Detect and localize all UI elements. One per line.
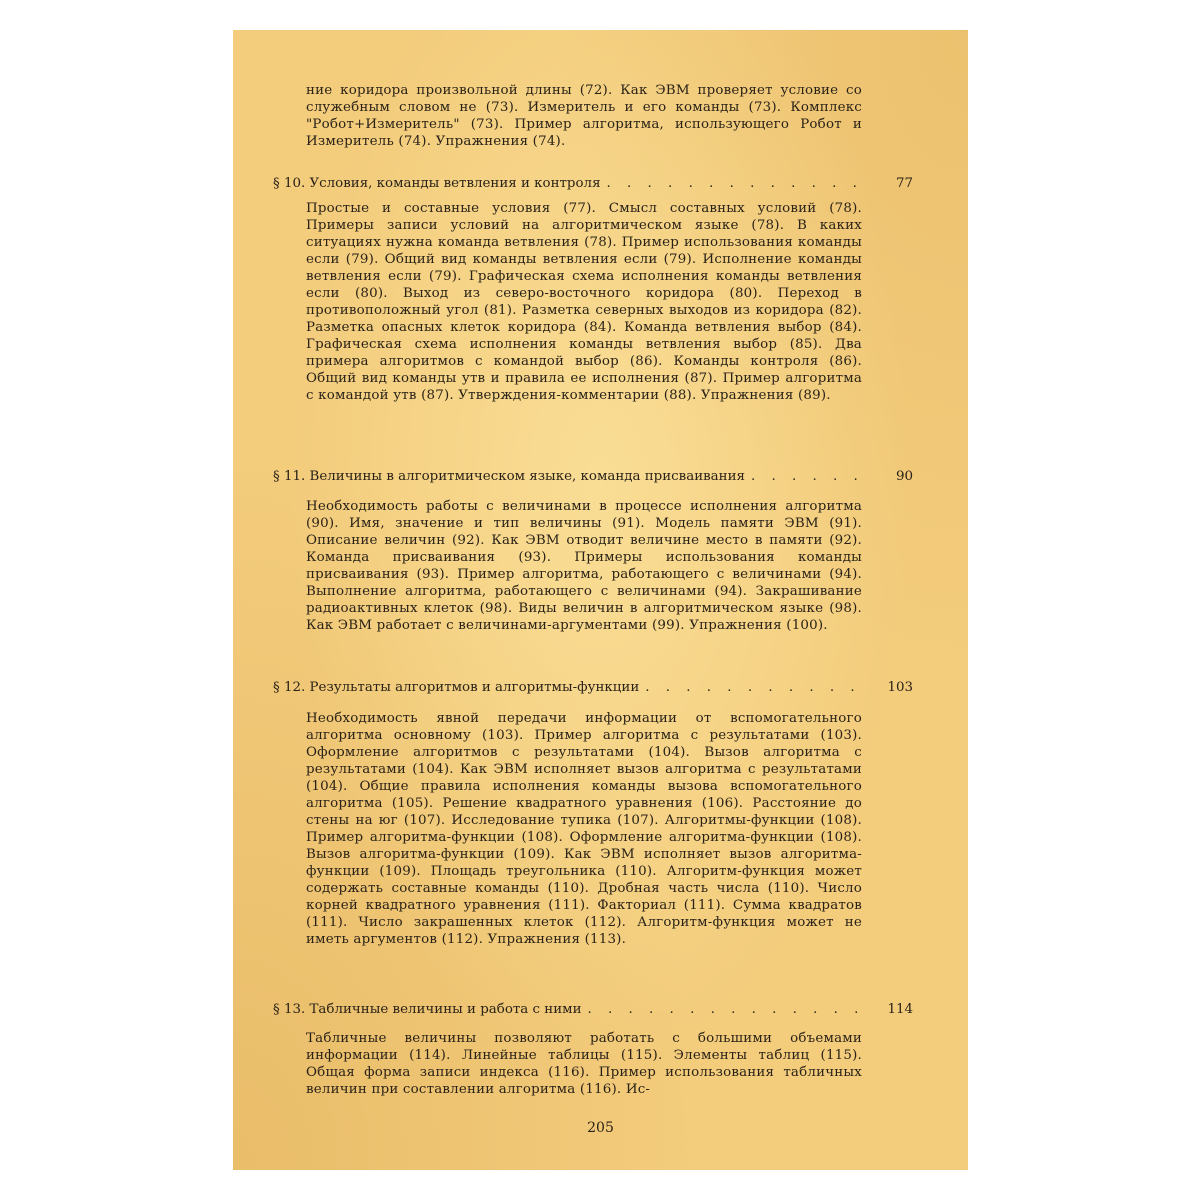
- section-12-text: Необходимость явной передачи информации от вспомогательного алгоритма основному (103). Пример алгоритма с результатами (103). Оформление алгоритмов с результатами (104). Вызов алгоритма с результатами (104). Как ЭВМ исполняет вызов алгоритма с результатами (104). Общие правила исполнения команды вызова вспомогательного алгоритма (105). Решение квадратного уравнения (106). Расстояние до стены на юг (107). Исследование тупика (107). Алгоритмы-функции (108). Пример алгоритма-функции (108). Оформление алгоритма-функции (108). Вызов алгоритма-функции (109). Как ЭВМ исполняет вызов алгоритма-функции (109). Площадь треугольника (110). Алгоритм-функция может содержать составные команды (110). Дробная часть числа (110). Число корней квадратного уравнения (111). Факториал (111). Сумма квадратов (111). Число закрашенных клеток (112). Алгоритм-функция может не иметь аргументов (112). Упражнения (113).: [306, 711, 862, 947]
- section-13-heading: [273, 1000, 913, 1020]
- section-13-title: § 13. Табличные величины и работа с ними: [273, 1002, 582, 1017]
- leader-dots: [607, 174, 857, 194]
- section-12-title: § 12. Результаты алгоритмов и алгоритмы-функции: [273, 680, 640, 695]
- section-11-page: 90: [895, 469, 913, 484]
- section-11-text: Необходимость работы с величинами в процессе исполнения алгоритма (90). Имя, значение и тип величины (91). Модель памяти ЭВМ (91). Описание величин (92). Как ЭВМ отводит величине место в памяти (92). Команда присваивания (93). Примеры использования команды присваивания (93). Пример алгоритма, работающего с величинами (94). Выполнение алгоритма, работающего с величинами (94). Закрашивание радиоактивных клеток (98). Виды величин в алгоритмическом языке (98). Как ЭВМ работает с величинами-аргументами (99). Упражнения (100).: [306, 499, 862, 633]
- section-12-page: 103: [887, 680, 913, 695]
- section-11-title: § 11. Величины в алгоритмическом языке, команда присваивания: [273, 469, 745, 484]
- section-10-heading: [273, 174, 913, 194]
- leader-dots: [645, 678, 857, 698]
- section-13-text: Табличные величины позволяют работать с большими объемами информации (114). Линейные таблицы (115). Элементы таблиц (115). Общая форма записи индекса (116). Пример использования табличных величин при составлении алгоритма (116). Ис-: [306, 1031, 862, 1097]
- book-page: [233, 30, 968, 1170]
- page-number: 205: [587, 1120, 614, 1136]
- section-11-heading: [273, 467, 913, 487]
- section-10-page: 77: [895, 176, 913, 191]
- section-12-heading: [273, 678, 913, 698]
- section-10-text: Простые и составные условия (77). Смысл составных условий (78). Примеры записи условий на алгоритмическом языке (78). В каких ситуациях нужна команда ветвления (78). Пример использования команды если (79). Общий вид команды ветвления если (79). Исполнение команды ветвления если (79). Графическая схема исполнения команды ветвления если (80). Выход из северо-восточного коридора (80). Переход в противоположный угол (81). Разметка северных выходов из коридора (82). Разметка опасных клеток коридора (84). Команда ветвления выбор (84). Графическая схема исполнения команды ветвления выбор (85). Два примера алгоритмов с командой выбор (86). Команды контроля (86). Общий вид команды утв и правила ее исполнения (87). Пример алгоритма с командой утв (87). Утверждения-комментарии (88). Упражнения (89).: [306, 201, 862, 403]
- section-9-continuation-text: ние коридора произвольной длины (72). Как ЭВМ проверяет условие со служебным словом не (73). Измеритель и его команды (73). Комплекс "Робот+Измеритель" (73). Пример алгоритма, использующего Робот и Измеритель (74). Упражнения (74).: [306, 83, 862, 149]
- section-13-page: 114: [887, 1002, 913, 1017]
- section-10-title: § 10. Условия, команды ветвления и контроля: [273, 176, 601, 191]
- leader-dots: [588, 1000, 858, 1020]
- leader-dots: [751, 467, 857, 487]
